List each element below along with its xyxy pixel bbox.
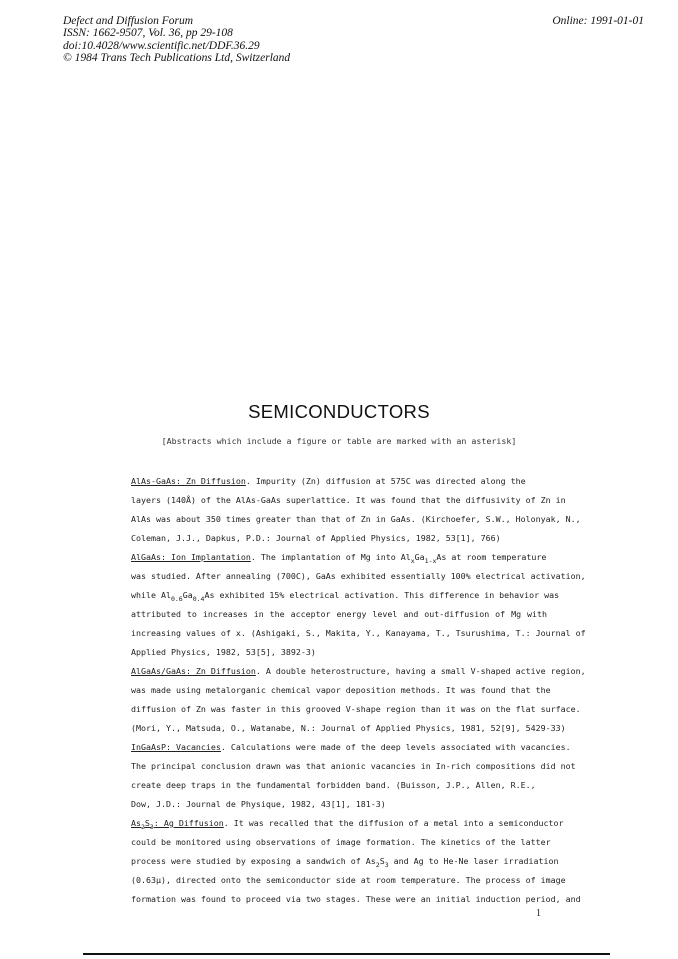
abstract-topic: $As_2S_3$: Ag Diffusion	[131, 818, 224, 831]
abstract-line: $As_2S_3$: Ag Diffusion. It was recalled that the diffusion of a metal into a semiconductor	[131, 818, 564, 831]
journal-name: Defect and Diffusion Forum	[63, 15, 193, 27]
abstract-line: formation was found to proceed via two stages. These were an initial induction period, and	[131, 894, 581, 904]
abstract-topic: InGaAsP: Vacancies	[131, 742, 221, 752]
journal-header	[63, 15, 290, 65]
abstract-line: The principal conclusion drawn was that anionic vacancies in In-rich compositions did not	[131, 761, 576, 771]
abstract-line: (Mori, Y., Matsuda, O., Watanabe, N.: Journal of Applied Physics, 1981, 52[9], 5429-33)	[131, 723, 566, 733]
abstract-line: while $Al_{0.6}Ga_{0.4}As$ exhibited 15% electrical activation. This difference in behavior was	[131, 590, 560, 603]
abstract-line: Coleman, J.J., Dapkus, P.D.: Journal of Applied Physics, 1982, 53[1], 766)	[131, 533, 501, 543]
abstract-line: InGaAsP: Vacancies. Calculations were made of the deep levels associated with vacancies.	[131, 742, 571, 752]
abstract-line: increasing values of x. (Ashigaki, S., Makita, Y., Kanayama, T., Tsurushima, T.: Journal of	[131, 628, 586, 638]
footer-rule	[83, 953, 610, 955]
abstract-topic: AlGaAs/GaAs: Zn Diffusion	[131, 666, 256, 676]
abstract-line: process were studied by exposing a sandwich of $As_2S_3$ and Ag to He-Ne laser irradiation	[131, 856, 559, 869]
abstract-line: diffusion of Zn was faster in this grooved V-shape region than it was on the flat surface.	[131, 704, 581, 714]
issn-line: ISSN: 1662-9507, Vol. 36, pp 29-108	[63, 27, 233, 40]
page-number: 1	[536, 908, 541, 919]
abstract-line: Dow, J.D.: Journal de Physique, 1982, 43[1], 181-3)	[131, 799, 386, 809]
abstract-topic: AlGaAs: Ion Implantation	[131, 552, 251, 562]
abstract-line: could be monitored using observations of image formation. The kinetics of the latter	[131, 837, 551, 847]
abstracts-body	[131, 475, 586, 912]
abstract-line: was made using metalorganic chemical vapor deposition methods. It was found that the	[131, 685, 551, 695]
abstract-line: was studied. After annealing (700C), GaAs exhibited essentially 100% electrical activation,	[131, 571, 586, 581]
abstract-line: attributed to increases in the acceptor energy level and out-diffusion of Mg with	[131, 609, 547, 619]
section-title: SEMICONDUCTORS	[248, 401, 430, 422]
section-subtitle: [Abstracts which include a figure or table are marked with an asterisk]	[161, 436, 517, 446]
abstract-line: create deep traps in the fundamental forbidden band. (Buisson, J.P., Allen, R.E.,	[131, 780, 536, 790]
copyright-line: © 1984 Trans Tech Publications Ltd, Switzerland	[63, 52, 291, 65]
abstract-line: AlGaAs/GaAs: Zn Diffusion. A double heterostructure, having a small V-shaped active region,	[131, 666, 586, 676]
abstract-line: AlAs was about 350 times greater than that of Zn in GaAs. (Kirchoefer, S.W., Holonyak, N.,	[131, 514, 581, 524]
abstract-topic: AlAs-GaAs: Zn Diffusion	[131, 476, 246, 486]
abstract-line: layers (140Å) of the AlAs-GaAs superlattice. It was found that the diffusivity of Zn in	[131, 495, 566, 505]
abstract-line: (0.63μ), directed onto the semiconductor side at room temperature. The process of image	[131, 875, 566, 885]
online-date: Online: 1991-01-01	[552, 15, 644, 27]
abstract-line: AlGaAs: Ion Implantation. The implantation of Mg into $Al_xGa_{1-x}As$ at room temperature	[131, 552, 547, 565]
doi-line: doi:10.4028/www.scientific.net/DDF.36.29	[63, 39, 260, 52]
abstract-line: Applied Physics, 1982, 53[5], 3892-3)	[131, 647, 316, 657]
abstract-line: AlAs-GaAs: Zn Diffusion. Impurity (Zn) diffusion at 575C was directed along the	[131, 476, 526, 486]
